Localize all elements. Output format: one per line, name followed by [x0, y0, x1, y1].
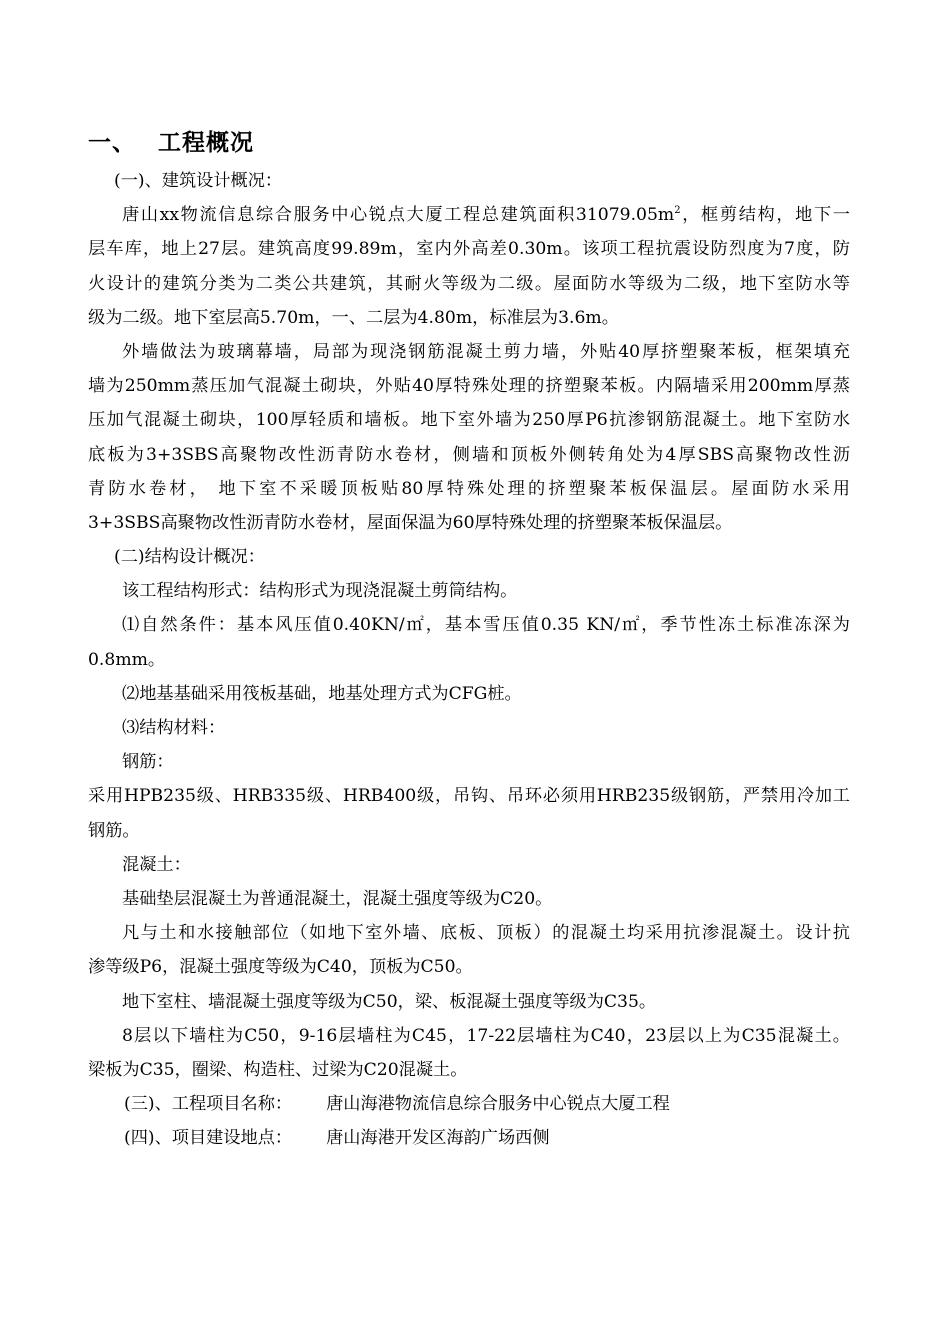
struct-form: 该工程结构形式：结构形式为现浇混凝土剪筒结构。	[122, 581, 518, 602]
text-line: 底板为3+3SBS高聚物改性沥青防水卷材，侧墙和顶板外侧转角处为4厚SBS高聚物改性沥	[88, 444, 850, 465]
rebar-heading: 钢筋：	[122, 752, 174, 773]
text-line: 梁板为C35，圈梁、构造柱、过梁为C20混凝土。	[88, 1059, 468, 1080]
superscript: 2	[674, 205, 681, 217]
text-line: 压加气混凝土砌块，100厚轻质和墙板。地下室外墙为250厚P6抗渗钢筋混凝土。地下室防水	[88, 410, 850, 431]
project-location-value: 唐山海港开发区海韵广场西侧	[326, 1128, 550, 1149]
text-line: 级为二级。地下室层高5.70m，一、二层为4.80m，标准层为3.6m。	[88, 307, 619, 328]
text-line: 青防水卷材， 地下室不采暖顶板贴80厚特殊处理的挤塑聚苯板保温层。屋面防水采用	[88, 478, 850, 499]
arch-design-paragraph-1	[88, 198, 850, 335]
text-line: 渗等级P6，混凝土强度等级为C40，顶板为C50。	[88, 957, 473, 978]
project-location	[88, 1121, 850, 1155]
text-line: 唐山xx物流信息综合服务中心锐点大厦工程总建筑面积$31079.05m^2$，框剪结构，地下一	[122, 205, 850, 226]
arch-design-paragraph-2	[88, 335, 850, 540]
text-line: 8层以下墙柱为C50，9-16层墙柱为C45，17-22层墙柱为C40，23层以上为C35混凝土。	[122, 1025, 850, 1046]
text-line: 凡与土和水接触部位（如地下室外墙、底板、顶板）的混凝土均采用抗渗混凝土。设计抗	[122, 923, 850, 944]
text-line: ⑴自然条件：基本风压值0.40KN/㎡，基本雪压值0.35 KN/㎡，季节性冻土标准冻深为	[122, 615, 850, 636]
struct-design-heading: (二)结构设计概况：	[114, 547, 265, 568]
foundation: ⑵地基基础采用筏板基础，地基处理方式为CFG桩。	[122, 683, 522, 704]
concrete-cushion: 基础垫层混凝土为普通混凝土，混凝土强度等级为C20。	[122, 888, 553, 909]
project-name-label: (三)、工程项目名称：	[124, 1094, 293, 1115]
arch-design-heading: (一)、建筑设计概况：	[114, 171, 283, 191]
text-line: 钢筋。	[88, 820, 140, 841]
text-line: 采用HPB235级、HRB335级、HRB400级，吊钩、吊环必须用HRB235级钢筋，严禁用冷加工	[88, 786, 850, 807]
section-title: 工程概况	[158, 130, 254, 156]
project-name	[88, 1087, 850, 1121]
natural-conditions	[88, 608, 850, 676]
section-number: 一、	[88, 130, 136, 156]
materials-heading: ⑶结构材料：	[122, 718, 226, 738]
text-line: 外墙做法为玻璃幕墙，局部为现浇钢筋混凝土剪力墙，外贴40厚挤塑聚苯板，框架填充	[122, 341, 850, 362]
concrete-basement: 地下室柱、墙混凝土强度等级为C50，梁、板混凝土强度等级为C35。	[122, 991, 657, 1012]
project-name-value: 唐山海港物流信息综合服务中心锐点大厦工程	[326, 1094, 670, 1115]
section-heading	[88, 124, 254, 157]
text-line: 3+3SBS高聚物改性沥青防水卷材，屋面保温为60厚特殊处理的挤塑聚苯板保温层。	[88, 512, 733, 533]
text-line: 层车库，地上27层。建筑高度99.89m，室内外高差0.30m。该项工程抗震设防烈度为7度，防	[88, 239, 850, 260]
concrete-floors	[88, 1019, 850, 1087]
document-body	[88, 164, 850, 1155]
project-location-label: (四)、项目建设地点：	[124, 1128, 293, 1149]
concrete-heading: 混凝土：	[122, 854, 191, 875]
text-line: 0.8mm。	[88, 649, 166, 670]
rebar-paragraph	[88, 779, 850, 847]
concrete-impermeable	[88, 916, 850, 984]
text-line: 墙为250mm蒸压加气混凝土砌块，外贴40厚特殊处理的挤塑聚苯板。内隔墙采用200mm厚蒸	[88, 376, 850, 397]
text-line: 火设计的建筑分类为二类公共建筑，其耐火等级为二级。屋面防水等级为二级，地下室防水等	[88, 273, 850, 294]
